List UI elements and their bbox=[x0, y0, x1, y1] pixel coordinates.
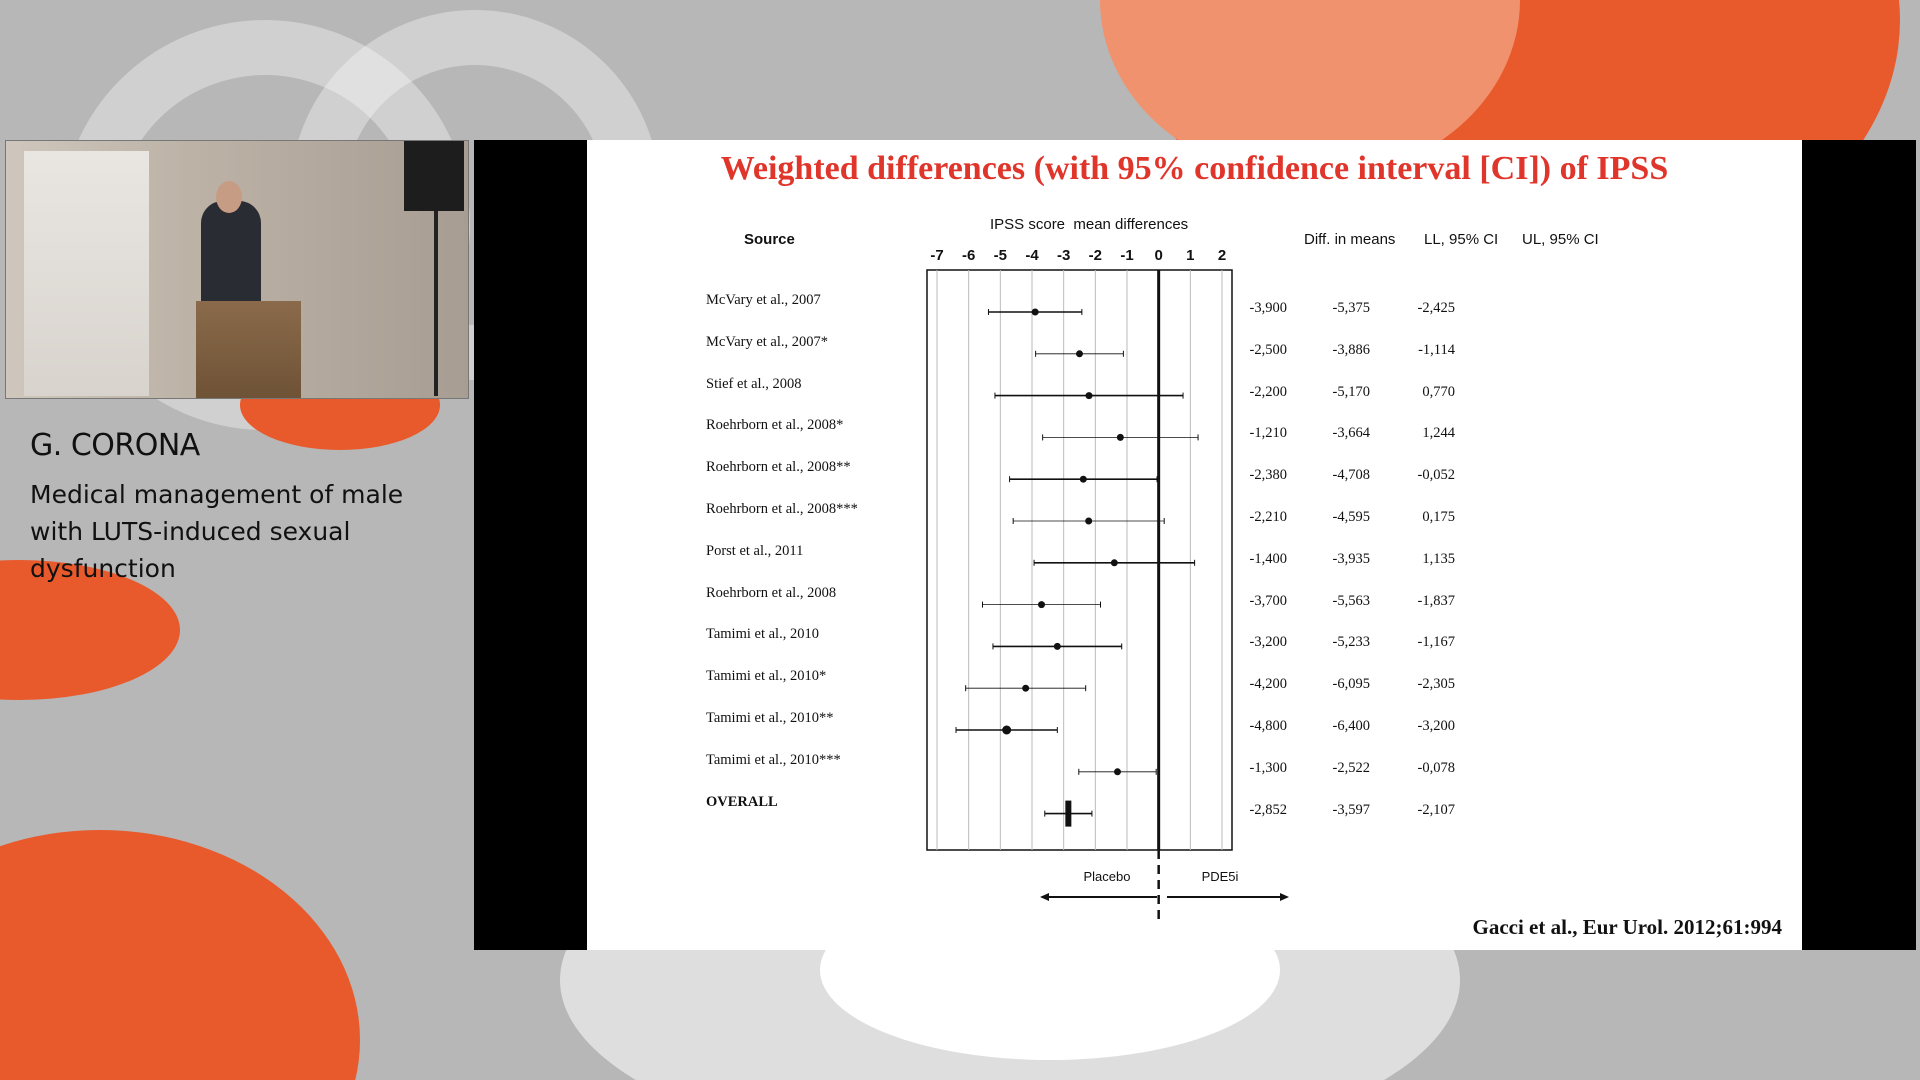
loudspeaker bbox=[404, 141, 464, 211]
ul-value: -1,167 bbox=[1417, 634, 1455, 651]
x-tick-label: 2 bbox=[1217, 247, 1227, 264]
point-estimate bbox=[1080, 476, 1087, 483]
point-estimate bbox=[1032, 309, 1039, 316]
x-tick-label: -4 bbox=[1025, 247, 1039, 264]
diff-value: -4,200 bbox=[1249, 676, 1287, 693]
ll-header: LL, 95% CI bbox=[1424, 231, 1499, 248]
ll-value: -6,095 bbox=[1332, 676, 1370, 693]
ul-value: -1,114 bbox=[1418, 341, 1455, 358]
left-arrow-head bbox=[1040, 893, 1049, 901]
ul-value: -0,052 bbox=[1417, 467, 1455, 484]
ul-value: -2,305 bbox=[1417, 676, 1455, 693]
citation: Gacci et al., Eur Urol. 2012;61:994 bbox=[1472, 915, 1782, 939]
ul-value: -1,837 bbox=[1417, 592, 1455, 609]
speaker-video bbox=[5, 140, 469, 399]
ll-value: -5,170 bbox=[1332, 383, 1370, 400]
point-estimate bbox=[1076, 350, 1083, 357]
diff-value: -3,900 bbox=[1249, 300, 1287, 316]
source-label: Porst et al., 2011 bbox=[706, 542, 804, 559]
talk-title: Medical management of male with LUTS-induced sexual dysfunction bbox=[30, 480, 404, 583]
ll-value: -6,400 bbox=[1332, 718, 1370, 734]
point-estimate bbox=[1002, 726, 1011, 735]
source-label: Tamimi et al., 2010*** bbox=[706, 751, 841, 768]
slide-title: Weighted differences (with 95% confidence interval [CI]) of IPSS bbox=[720, 150, 1669, 187]
source-label: Tamimi et al., 2010* bbox=[706, 668, 827, 685]
ll-value: -4,595 bbox=[1332, 509, 1370, 525]
point-estimate bbox=[1085, 518, 1092, 525]
podium bbox=[196, 301, 301, 399]
source-label: Roehrborn et al., 2008** bbox=[706, 459, 851, 476]
diff-value: -1,400 bbox=[1249, 550, 1287, 567]
diff-value: -2,500 bbox=[1249, 341, 1287, 358]
ll-value: -5,563 bbox=[1332, 592, 1370, 609]
ul-value: 0,175 bbox=[1422, 509, 1455, 525]
diff-value: -2,852 bbox=[1249, 801, 1287, 818]
diff-value: -2,200 bbox=[1249, 383, 1287, 400]
axis-title: IPSS score mean differences bbox=[990, 216, 1189, 233]
source-label: Tamimi et al., 2010** bbox=[706, 710, 834, 726]
diff-value: -1,210 bbox=[1249, 425, 1287, 442]
point-estimate bbox=[1054, 643, 1061, 650]
source-label: Roehrborn et al., 2008* bbox=[706, 417, 844, 434]
source-label: Stief et al., 2008 bbox=[706, 375, 802, 392]
speaker-name: G. CORONA bbox=[30, 428, 200, 463]
diff-value: -3,700 bbox=[1249, 592, 1287, 609]
x-tick-label: -6 bbox=[961, 247, 976, 264]
ul-value: -2,107 bbox=[1417, 801, 1455, 818]
point-estimate bbox=[1114, 768, 1121, 775]
point-estimate bbox=[1022, 685, 1029, 692]
loudspeaker-stand bbox=[434, 211, 438, 396]
point-estimate bbox=[1117, 434, 1124, 441]
point-estimate bbox=[1038, 601, 1045, 608]
source-label: OVERALL bbox=[706, 793, 778, 810]
source-label: Tamimi et al., 2010 bbox=[706, 626, 819, 643]
ul-value: -2,425 bbox=[1417, 300, 1455, 316]
speaker-head bbox=[216, 181, 242, 213]
ll-value: -3,886 bbox=[1332, 341, 1370, 358]
event-banner bbox=[24, 151, 149, 396]
x-tick-label: -5 bbox=[993, 247, 1008, 264]
slide bbox=[587, 140, 1802, 950]
ul-value: 1,244 bbox=[1422, 425, 1455, 442]
ul-value: -0,078 bbox=[1417, 759, 1455, 776]
diff-value: -3,200 bbox=[1249, 634, 1287, 651]
x-tick-label: 1 bbox=[1186, 247, 1195, 264]
diff-value: -1,300 bbox=[1249, 759, 1287, 776]
favours-placebo-label: Placebo bbox=[1083, 869, 1131, 884]
point-estimate bbox=[1086, 392, 1093, 399]
ll-value: -5,375 bbox=[1332, 300, 1370, 316]
diff-header: Diff. in means bbox=[1304, 231, 1396, 248]
x-tick-label: -3 bbox=[1056, 247, 1071, 264]
point-estimate bbox=[1111, 559, 1118, 566]
ll-value: -3,935 bbox=[1332, 550, 1370, 567]
x-tick-label: -2 bbox=[1088, 247, 1103, 264]
diff-value: -4,800 bbox=[1249, 718, 1287, 734]
x-tick-label: -7 bbox=[930, 247, 944, 264]
diff-value: -2,380 bbox=[1249, 467, 1287, 484]
source-header: Source bbox=[744, 231, 795, 248]
ul-value: -3,200 bbox=[1417, 718, 1455, 734]
x-tick-label: -1 bbox=[1120, 247, 1134, 264]
x-tick-label: 0 bbox=[1154, 247, 1163, 264]
source-label: McVary et al., 2007* bbox=[706, 333, 829, 350]
orange-circle-bottom-left bbox=[0, 830, 360, 1080]
right-arrow-head bbox=[1280, 893, 1289, 901]
ul-value: 0,770 bbox=[1422, 383, 1455, 400]
ul-header: UL, 95% CI bbox=[1522, 231, 1599, 248]
overall-marker bbox=[1065, 801, 1071, 827]
ul-value: 1,135 bbox=[1422, 550, 1455, 567]
diff-value: -2,210 bbox=[1249, 509, 1287, 525]
ll-value: -5,233 bbox=[1332, 634, 1370, 651]
ll-value: -3,664 bbox=[1332, 425, 1370, 442]
ll-value: -3,597 bbox=[1332, 801, 1370, 818]
source-label: Roehrborn et al., 2008*** bbox=[706, 501, 858, 517]
source-label: McVary et al., 2007 bbox=[706, 292, 821, 308]
ll-value: -2,522 bbox=[1332, 759, 1370, 776]
ll-value: -4,708 bbox=[1332, 467, 1370, 484]
favours-pde5i-label: PDE5i bbox=[1201, 869, 1239, 884]
source-label: Roehrborn et al., 2008 bbox=[706, 584, 837, 601]
